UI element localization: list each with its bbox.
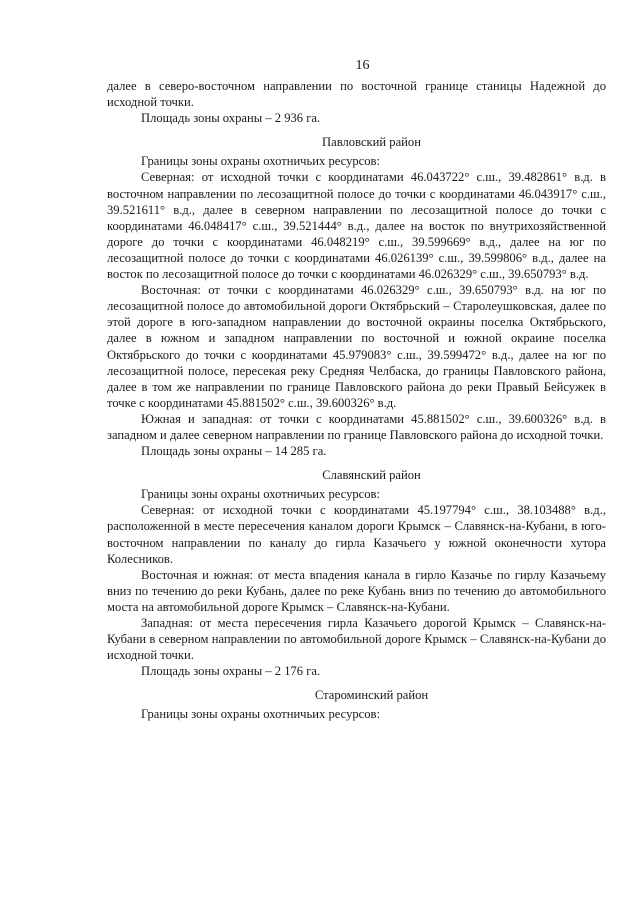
boundaries-intro: Границы зоны охраны охотничьих ресурсов:: [141, 487, 380, 502]
area-total-slavyansky: Площадь зоны охраны – 2 176 га.: [141, 664, 321, 679]
section-heading-starominsky: Староминский район: [314, 688, 429, 703]
boundary-north: Северная: от исходной точки с координатами 46.043722° с.ш., 39.482861° в.д. в восточном направлении по лесозащитной полосе до точки с координатами 46.043917° с.ш., 39.521611° в.д., далее в северном направлении по лесозащитной полосе до точки с координатами 46.048417° с.ш., 39.521444° в.д., далее на восток по внутрихозяйственной дороге до точки с координатами 46.048219° с.ш., 39.599669° в.д., далее на юг по лесозащитной полосе до точки с координатами 46.026139° с.ш., 39.599806° в.д., далее на восток по лесозащитной полосе до точки с координатами 46.026329° с.ш., 39.650793° в.д.: [107, 170, 606, 282]
area-total-pavlovsky: Площадь зоны охраны – 14 285 га.: [141, 444, 327, 459]
boundary-east: Восточная: от точки с координатами 46.026329° с.ш., 39.650793° в.д. на юг по лесозащитной полосе до автомобильной дороги Октябрьский – Старолеушковская, далее по этой дороге в юго-западном направлении до восточной окраины поселка Октябрьского, далее в южном и западном направлении по восточной и южной окраине поселка Октябрьского до точки с координатами 45.979083° с.ш., 39.599472° в.д., далее на юг по лесозащитной полосе, пересекая реку Средняя Челбаска, до границы Павловского района, далее в том же направлении по границе Павловского района до реки Правый Бейсужек в точке с координатами 45.881502° с.ш., 39.600326° в.д.: [107, 283, 606, 410]
page-number: 16: [355, 58, 370, 73]
boundaries-intro: Границы зоны охраны охотничьих ресурсов:: [141, 707, 380, 722]
boundary-north: Северная: от исходной точки с координатами 45.197794° с.ш., 38.103488° в.д., расположенной в месте пересечения каналом дороги Крымск – Славянск-на-Кубани, в юго-восточном направлении по каналу до гирла Казачьего у южной оконечности хутора Колесников.: [107, 503, 606, 566]
section-heading-slavyansky: Славянский район: [322, 468, 421, 483]
section-heading-pavlovsky: Павловский район: [322, 135, 421, 150]
boundary-west: Западная: от места пересечения гирла Казачьего дорогой Крымск – Славянск-на-Кубани в северном направлении по автомобильной дороге Крымск – Славянск-на-Кубани до исходной точки.: [107, 616, 606, 663]
boundaries-intro: Границы зоны охраны охотничьих ресурсов:: [141, 154, 380, 169]
boundary-south-west: Южная и западная: от точки с координатами 45.881502° с.ш., 39.600326° в.д. в западном и далее северном направлении по границе Павловского района до исходной точки.: [107, 411, 606, 442]
boundary-east-south: Восточная и южная: от места впадения канала в гирло Казачье по гирлу Казачьему вниз по течению до реки Кубань, далее по реке Кубань вниз по течению до автомобильного моста на автомобильной дороге Крымск – Славянск-на-Кубани.: [107, 567, 606, 614]
paragraph-continuation: далее в северо-восточном направлении по восточной границе станицы Надежной до исходной точки.: [107, 79, 606, 110]
area-total-nadezhnaya: Площадь зоны охраны – 2 936 га.: [141, 111, 321, 126]
